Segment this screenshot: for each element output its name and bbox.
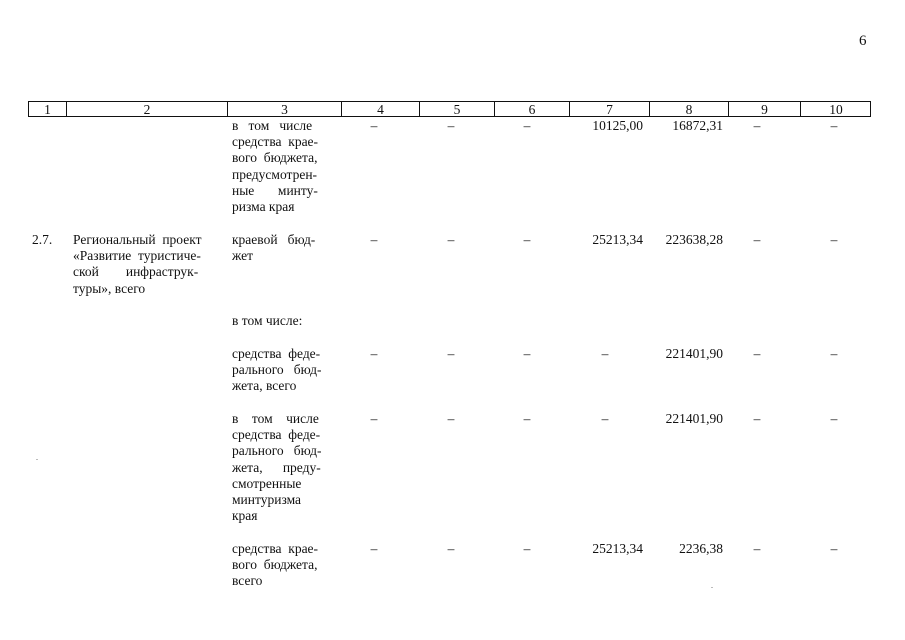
cell-c5: – [447, 232, 455, 247]
header-cell-1: 1 [44, 102, 51, 117]
cell-c7: – [601, 411, 609, 426]
cell-c10: – [830, 346, 838, 361]
cell-c5: – [447, 346, 455, 361]
cell-c5: – [447, 118, 455, 133]
cell-c8: 223638,28 [665, 232, 723, 247]
cell-c4: – [370, 346, 378, 361]
cell-c7: – [601, 346, 609, 361]
row-source: средства феде- рального бюд- жета, всего [232, 346, 322, 394]
header-cell-10: 10 [800, 102, 871, 116]
cell-c5: – [447, 411, 455, 426]
cell-c8: 2236,38 [679, 541, 723, 556]
cell-c7: 25213,34 [592, 541, 643, 556]
row-source: в том числе: [232, 313, 303, 328]
cell-c9: – [753, 541, 761, 556]
header-cell-9: 9 [728, 102, 800, 116]
row-source: в том числе средства феде- рального бюд- жета, преду- смотренные минтуризма края [232, 411, 322, 524]
cell-c8: 221401,90 [665, 411, 723, 426]
cell-c5: – [447, 541, 455, 556]
cell-c10: – [830, 118, 838, 133]
cell-c4: – [370, 118, 378, 133]
header-cell-4: 4 [341, 102, 419, 116]
header-cell-6: 6 [494, 102, 569, 116]
cell-c10: – [830, 541, 838, 556]
cell-c8: 221401,90 [665, 346, 723, 361]
cell-c6: – [523, 541, 531, 556]
scan-speck [711, 587, 713, 588]
cell-c9: – [753, 346, 761, 361]
table-header-row [28, 101, 871, 117]
header-cell-8: 8 [649, 102, 728, 116]
cell-c6: – [523, 411, 531, 426]
cell-c4: – [370, 541, 378, 556]
cell-c9: – [753, 118, 761, 133]
header-cell-5: 5 [419, 102, 494, 116]
cell-c6: – [523, 232, 531, 247]
cell-c6: – [523, 346, 531, 361]
header-cell-2: 2 [66, 102, 227, 116]
cell-c10: – [830, 411, 838, 426]
cell-c9: – [753, 411, 761, 426]
cell-c4: – [370, 411, 378, 426]
row-name: Региональный проект «Развитие туристиче- ской инфраструк- туры», всего [73, 232, 202, 296]
row-source: в том числе средства крае- вого бюджета, предусмотрен- ные минту- ризма края [232, 118, 319, 215]
row-source: средства крае- вого бюджета, всего [232, 541, 319, 589]
header-cell-3: 3 [227, 102, 341, 116]
header-cell-7: 7 [569, 102, 649, 116]
scan-speck [36, 459, 38, 460]
cell-c7: 25213,34 [592, 232, 643, 247]
cell-c9: – [753, 232, 761, 247]
cell-c10: – [830, 232, 838, 247]
cell-c7: 10125,00 [592, 118, 643, 133]
row-number: 2.7. [32, 232, 53, 247]
page-number: 6 [859, 33, 867, 49]
cell-c8: 16872,31 [672, 118, 723, 133]
cell-c4: – [370, 232, 378, 247]
cell-c6: – [523, 118, 531, 133]
row-source: краевой бюд- жет [232, 232, 316, 264]
